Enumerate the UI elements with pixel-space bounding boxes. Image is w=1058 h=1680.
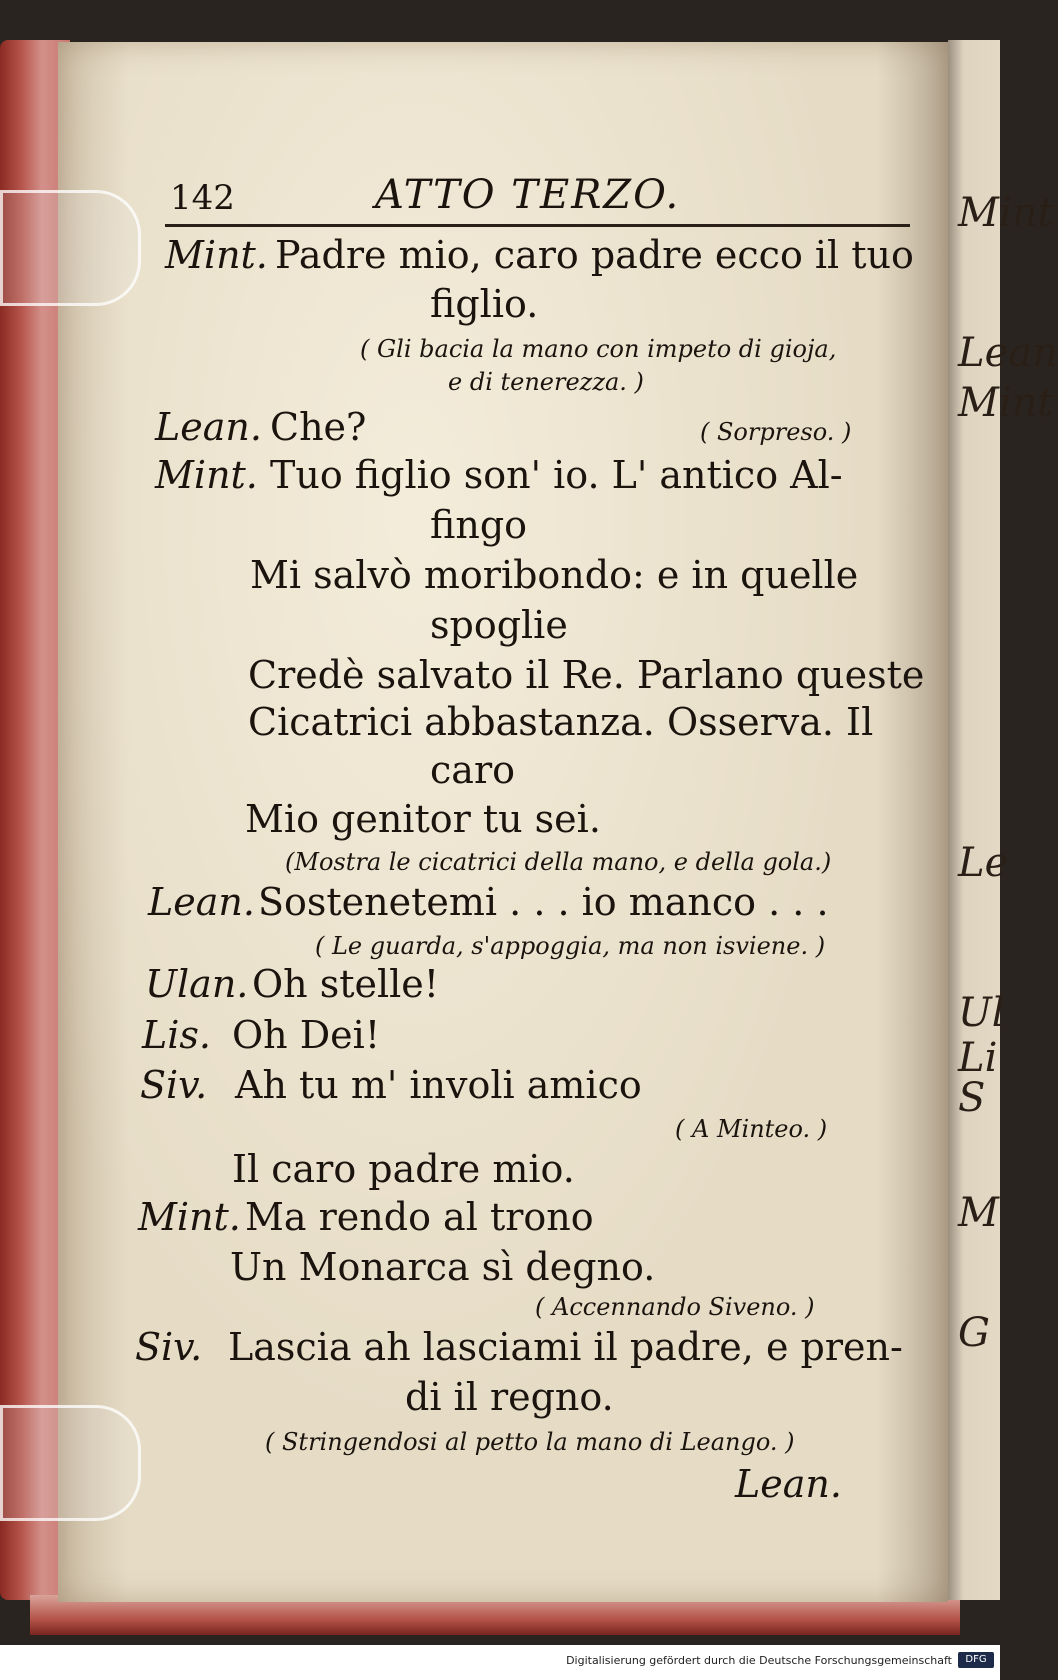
running-title: ATTO TERZO. [375, 172, 681, 218]
verse-line: Ah tu m' involi amico [235, 1063, 642, 1107]
speaker-name: Ulan. [145, 962, 249, 1006]
book-clip-bottom [0, 1405, 141, 1521]
speaker-name: Mint. [165, 233, 268, 277]
speaker-name: Mint. [138, 1195, 241, 1239]
facing-fragment: M [958, 1190, 999, 1236]
verse-line: Sostenetemi . . . io manco . . . [258, 880, 829, 924]
verse-line: Che? [270, 405, 367, 449]
verse-line: Credè salvato il Re. Parlano queste [248, 653, 925, 697]
footer-credit: Digitalisierung gefördert durch die Deutsche Forschungsgemeinschaft [566, 1654, 952, 1667]
header-rule [165, 224, 910, 227]
verse-line: Lascia ah lasciami il padre, e pren- [228, 1325, 903, 1369]
facing-page [948, 40, 1000, 1600]
facing-fragment: Mint [958, 380, 1054, 426]
stage-direction: ( Le guarda, s'appoggia, ma non isviene. ) [315, 932, 826, 960]
facing-fragment: G [958, 1310, 990, 1356]
verse-line: Oh stelle! [252, 962, 440, 1006]
speaker-name: Mint. [155, 453, 258, 497]
facing-fragment: Mint [958, 190, 1054, 236]
stage-direction: ( Accennando Siveno. ) [535, 1293, 815, 1321]
facing-fragment: Li [958, 1035, 998, 1081]
verse-line: Mio genitor tu sei. [245, 797, 601, 841]
dfg-logo: DFG [958, 1652, 994, 1668]
verse-line: Un Monarca sì degno. [230, 1245, 656, 1289]
verse-line: Oh Dei! [232, 1013, 381, 1057]
verse-line: spoglie [430, 603, 568, 647]
verse-line: figlio. [430, 282, 539, 326]
stage-direction: (Mostra le cicatrici della mano, e della gola.) [285, 848, 832, 876]
speaker-name: Lean. [148, 880, 255, 924]
verse-line: caro [430, 748, 515, 792]
catchword: Lean. [735, 1462, 842, 1506]
facing-fragment: S [958, 1075, 986, 1121]
verse-line: di il regno. [405, 1375, 614, 1419]
speaker-name: Lean. [155, 405, 262, 449]
facing-fragment: Le [958, 840, 1009, 886]
stage-direction: ( Gli bacia la mano con impeto di gioja, [360, 335, 837, 363]
verse-line: Tuo figlio son' io. L' antico Al- [270, 453, 843, 497]
verse-line: fingo [430, 503, 528, 547]
stage-direction: e di tenerezza. ) [448, 368, 644, 396]
stage-direction: ( Stringendosi al petto la mano di Leango. ) [265, 1428, 795, 1456]
verse-line: Ma rendo al trono [245, 1195, 594, 1239]
facing-fragment: Lean [958, 330, 1058, 376]
facing-fragment: Ul [958, 990, 1005, 1036]
verse-line: Cicatrici abbastanza. Osserva. Il [248, 700, 874, 744]
speaker-name: Lis. [142, 1013, 211, 1057]
book-clip-top [0, 190, 141, 306]
verse-line: Il caro padre mio. [232, 1147, 575, 1191]
verse-line: Mi salvò moribondo: e in quelle [250, 553, 859, 597]
page-number: 142 [170, 178, 235, 218]
speaker-name: Siv. [135, 1325, 203, 1369]
verse-line: Padre mio, caro padre ecco il tuo [275, 233, 914, 277]
stage-direction: ( Sorpreso. ) [700, 418, 852, 446]
speaker-name: Siv. [140, 1063, 208, 1107]
stage-direction: ( A Minteo. ) [675, 1115, 828, 1143]
